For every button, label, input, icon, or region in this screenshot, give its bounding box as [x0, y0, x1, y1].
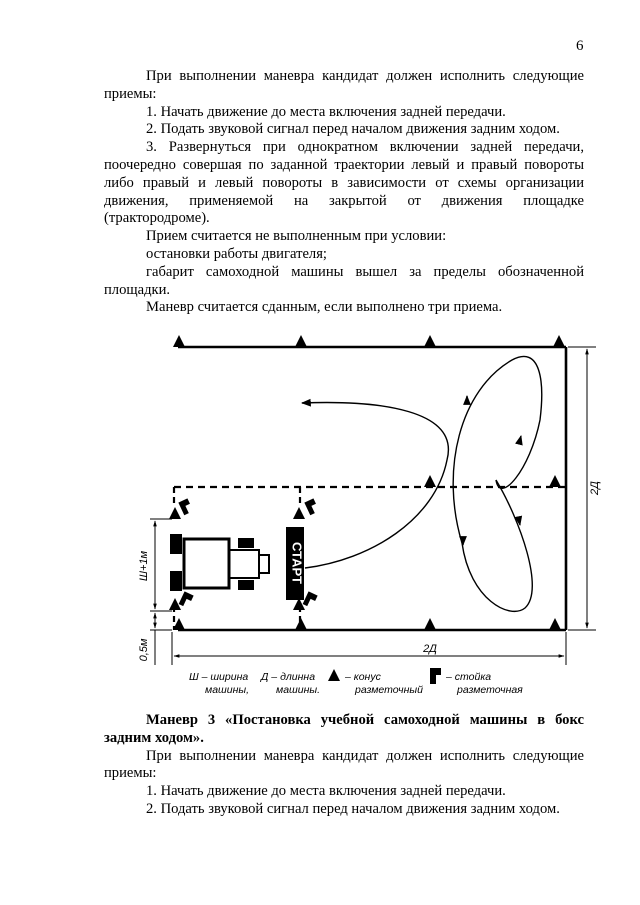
legend-width-term: Ш – ширина [189, 671, 249, 683]
trajectory-lower-loop [462, 480, 532, 611]
cone-icon [424, 475, 436, 487]
cone-icon [295, 618, 307, 630]
list-item: 1. Начать движение до места включения задней передачи. [146, 783, 506, 800]
cone-icon [169, 507, 181, 519]
legend-post-icon [430, 668, 441, 684]
post-icon [304, 498, 319, 515]
post-icon [179, 591, 194, 608]
list-item: остановки работы двигателя; [146, 245, 327, 262]
paragraph-fail-intro: Прием считается не выполненным при условии: [146, 228, 447, 245]
legend-length-term: Д – длинна [261, 671, 316, 683]
tractor-icon [171, 535, 269, 590]
list-item: 3. Развернуться при однократном включении задней передачи, поочередно совершая по заданной траектории левый и правый повороты либо правый и левый повороты в зависимости от схемы организации движения, применяемой на закрытой от движения площадке (трактородроме). [104, 139, 584, 227]
cone-icon [295, 335, 307, 347]
cone-icon [293, 507, 305, 519]
page-number: 6 [576, 38, 584, 54]
list-item: 2. Подать звуковой сигнал перед началом движения задним ходом. [146, 800, 560, 817]
paragraph-intro: При выполнении маневра кандидат должен исполнить следующие приемы: [104, 68, 584, 102]
legend-cone-term: – конус [345, 671, 381, 683]
legend-width-term-2: машины, [205, 684, 250, 696]
list-item: 1. Начать движение до места включения задней передачи. [146, 103, 506, 120]
width-dimension-label: Ш+1м [138, 550, 150, 582]
right-length-label: 2Д [589, 481, 601, 495]
legend-length-term-2: машины. [276, 684, 321, 696]
cone-icon [173, 335, 185, 347]
maneuver-3-title: Маневр 3 «Постановка учебной самоходной машины в бокс задним ходом». [104, 712, 584, 746]
offset-dimension-label: 0,5м [138, 638, 150, 662]
cone-icon [553, 335, 565, 347]
legend-post-term-2: разметочная [457, 684, 523, 696]
post-icon [303, 591, 318, 608]
legend-cone-term-2: разметочный [355, 684, 423, 696]
cone-icon [424, 618, 436, 630]
legend [189, 668, 523, 696]
cone-icon [549, 475, 561, 487]
section-2 [104, 712, 584, 819]
legend-cone-icon [328, 669, 340, 681]
legend-post-term: – стойка [446, 671, 492, 683]
start-label: СТАРТ [289, 541, 305, 585]
list-item: 2. Подать звуковой сигнал перед началом движения задним ходом. [146, 121, 560, 138]
cone-icon [424, 335, 436, 347]
post-icon [178, 498, 193, 515]
list-item: габарит самоходной машины вышел за пределы обозначенной площадки. [104, 263, 584, 298]
cone-icon [549, 618, 561, 630]
paragraph-pass: Маневр считается сданным, если выполнено три приема. [146, 299, 503, 316]
bottom-length-label: 2Д [423, 643, 437, 655]
trajectory-upper-loop [453, 356, 542, 543]
paragraph-intro-2: При выполнении маневра кандидат должен исполнить следующие приемы: [104, 747, 584, 782]
